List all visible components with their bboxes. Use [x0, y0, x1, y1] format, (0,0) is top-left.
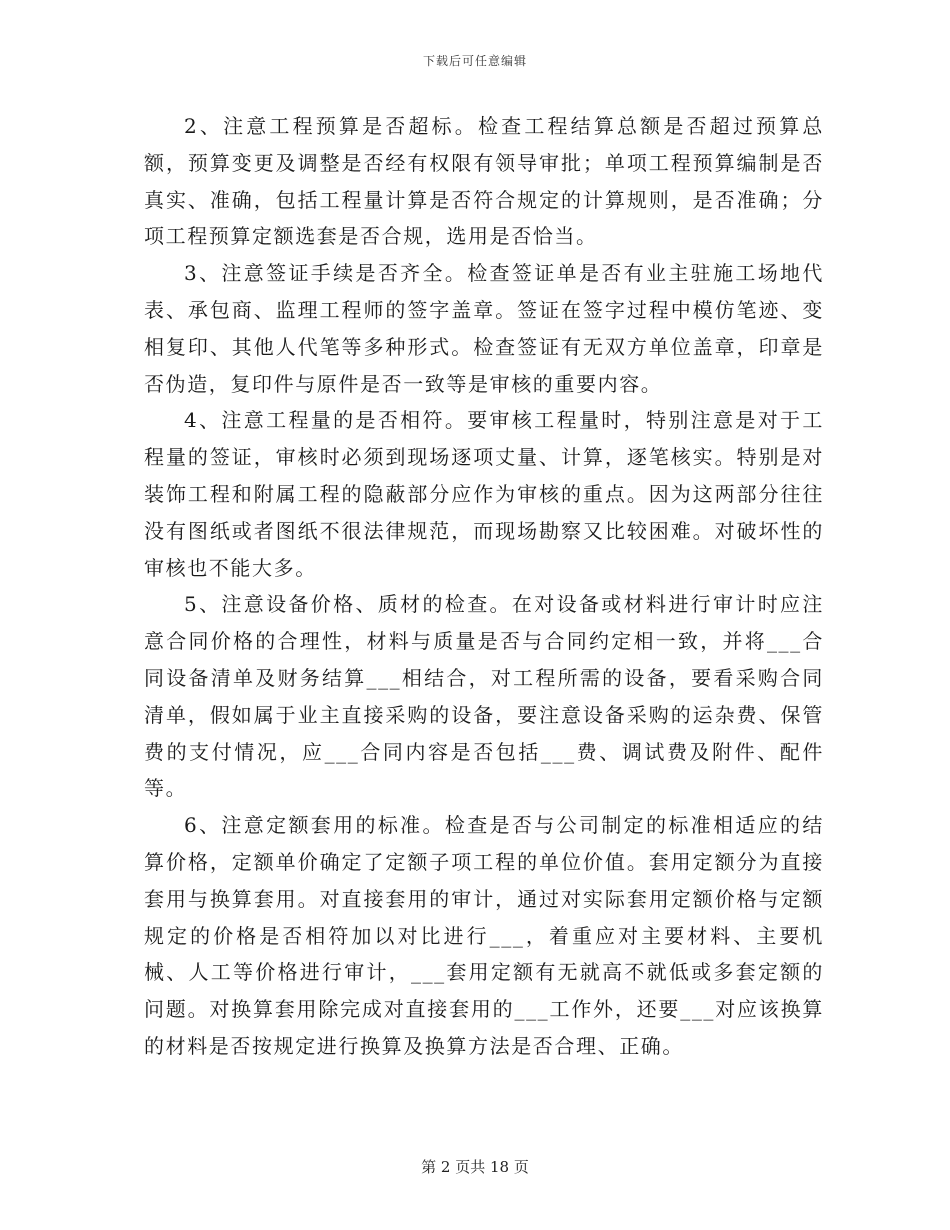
- page-header: 下载后可任意编辑: [422, 54, 527, 68]
- paragraph-2: 2、注意工程预算是否超标。检查工程结算总额是否超过预算总额，预算变更及调整是否经有权限有领导审批；单项工程预算编制是否真实、准确，包括工程量计算是否符合规定的计算规则，是否准确；分项工程预算定额选套是否合规，选用是否恰当。: [144, 114, 824, 249]
- document-body: [144, 108, 824, 1065]
- paragraph-5: 5、注意设备价格、质材的检查。在对设备或材料进行审计时应注意合同价格的合理性，材料与质量是否与合同约定相一致，并将___合同设备清单及财务结算___相结合，对工程所需的设备，要看采购合同清单，假如属于业主直接采购的设备，要注意设备采购的运杂费、保管费的支付情况，应___合同内容是否包括___费、调试费及附件、配件等。: [144, 592, 824, 801]
- paragraph-6: 6、注意定额套用的标准。检查是否与公司制定的标准相适应的结算价格，定额单价确定了定额子项工程的单位价值。套用定额分为直接套用与换算套用。对直接套用的审计，通过对实际套用定额价格与定额规定的价格是否相符加以对比进行___，着重应对主要材料、主要机械、人工等价格进行审计，___套用定额有无就高不就低或多套定额的问题。对换算套用除完成对直接套用的___工作外，还要___对应该换算的材料是否按规定进行换算及换算方法是否合理、正确。: [144, 813, 824, 1058]
- page-footer: 第 2 页共 18 页: [421, 1158, 529, 1176]
- paragraph-4: 4、注意工程量的是否相符。要审核工程量时，特别注意是对于工程量的签证，审核时必须到现场逐项丈量、计算，逐笔核实。特别是对装饰工程和附属工程的隐蔽部分应作为审核的重点。因为这两部分往往没有图纸或者图纸不很法律规范，而现场勘察又比较困难。对破坏性的审核也不能大多。: [144, 408, 824, 580]
- paragraph-3: 3、注意签证手续是否齐全。检查签证单是否有业主驻施工场地代表、承包商、监理工程师的签字盖章。签证在签字过程中模仿笔迹、变相复印、其他人代笔等多种形式。检查签证有无双方单位盖章，印章是否伪造，复印件与原件是否一致等是审核的重要内容。: [144, 261, 824, 396]
